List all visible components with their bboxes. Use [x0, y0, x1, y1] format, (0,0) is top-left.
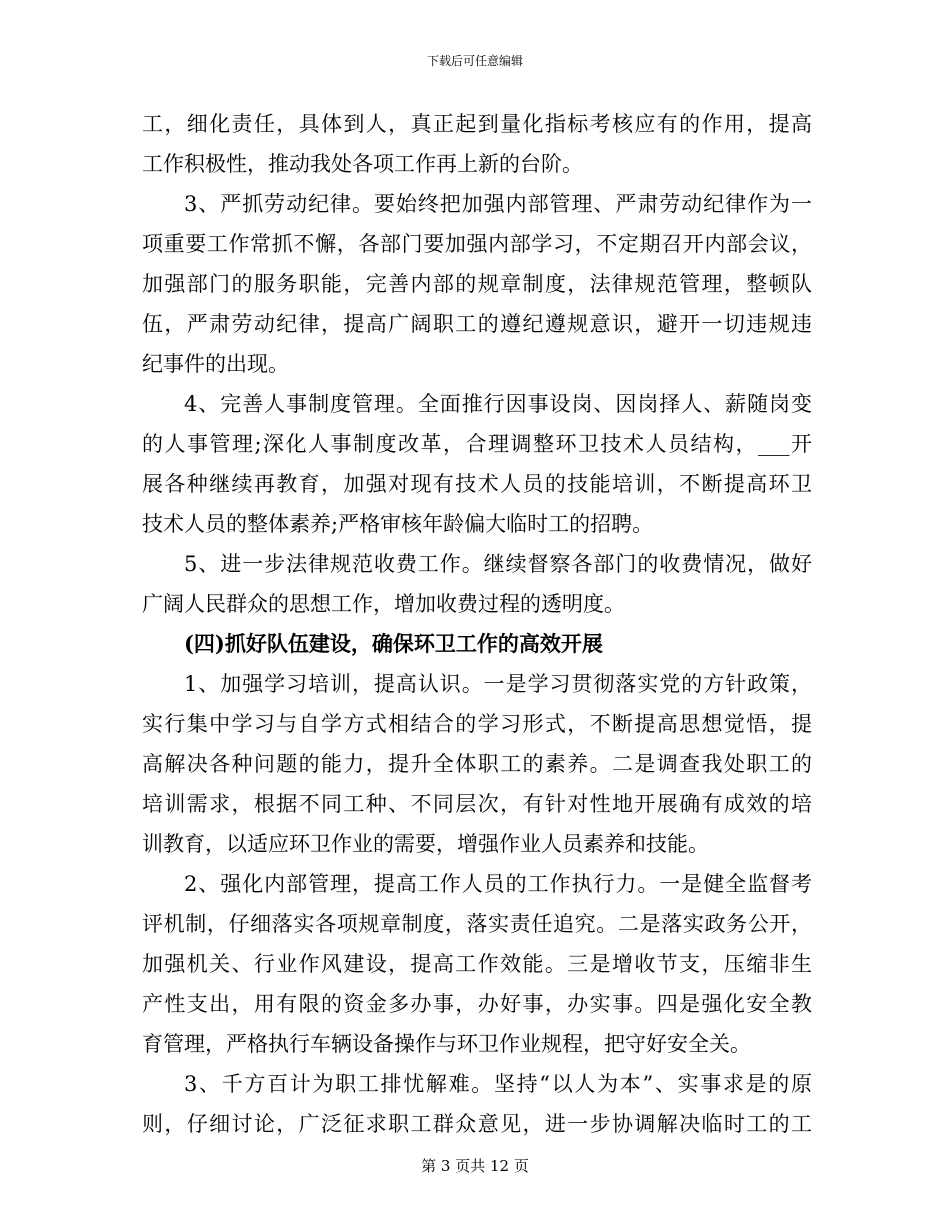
text-line: 纪事件的出现。: [142, 352, 289, 376]
text-line: 培训需求，根据不同工种、不同层次，有针对性地开展确有成效的培: [142, 792, 812, 816]
text-line: 育管理，严格执行车辆设备操作与环卫作业规程，把守好安全关。: [142, 1032, 751, 1056]
text-line: 1、加强学习培训，提高认识。一是学习贯彻落实党的方针政策，: [184, 672, 812, 696]
text-line: 训教育，以适应环卫作业的需要，增强作业人员素养和技能。: [142, 832, 709, 856]
text-line: 评机制，仔细落实各项规章制度，落实责任追究。二是落实政务公开，: [142, 912, 812, 936]
text-line: 实行集中学习与自学方式相结合的学习形式，不断提高思想觉悟，提: [142, 712, 812, 736]
section-heading: (四)抓好队伍建设，确保环卫工作的高效开展: [184, 631, 603, 656]
text-line: 工，细化责任，具体到人，真正起到量化指标考核应有的作用，提高: [142, 112, 812, 136]
page-number: 第 3 页共 12 页: [421, 1157, 529, 1175]
text-line: 则，仔细讨论，广泛征求职工群众意见，进一步协调解决临时工的工: [142, 1112, 812, 1136]
text-line: 技术人员的整体素养;严格审核年龄偏大临时工的招聘。: [142, 512, 654, 536]
text-line: 展各种继续再教育，加强对现有技术人员的技能培训，不断提高环卫: [142, 472, 812, 496]
text-line: 广阔人民群众的思想工作，增加收费过程的透明度。: [142, 592, 625, 616]
page-header-note: 下载后可任意编辑: [426, 54, 523, 68]
text-line: 3、严抓劳动纪律。要始终把加强内部管理、严肃劳动纪律作为一: [184, 192, 812, 216]
text-line: 加强部门的服务职能，完善内部的规章制度，法律规范管理，整顿队: [142, 272, 812, 296]
text-line: 的人事管理;深化人事制度改革，合理调整环卫技术人员结构，___开: [142, 432, 812, 456]
text-line: 伍，严肃劳动纪律，提高广阔职工的遵纪遵规意识，避开一切违规违: [142, 312, 812, 336]
text-line: 3、千方百计为职工排忧解难。坚持“以人为本”、实事求是的原: [184, 1072, 812, 1096]
text-line: 4、完善人事制度管理。全面推行因事设岗、因岗择人、薪随岗变: [184, 392, 812, 416]
text-line: 项重要工作常抓不懈，各部门要加强内部学习，不定期召开内部会议，: [142, 232, 812, 256]
document-body: [142, 104, 812, 1144]
text-line: 工作积极性，推动我处各项工作再上新的台阶。: [142, 152, 583, 176]
text-line: 加强机关、行业作风建设，提高工作效能。三是增收节支，压缩非生: [142, 952, 812, 976]
text-line: 2、强化内部管理，提高工作人员的工作执行力。一是健全监督考: [184, 872, 812, 896]
text-line: 产性支出，用有限的资金多办事，办好事，办实事。四是强化安全教: [142, 992, 812, 1016]
text-line: 高解决各种问题的能力，提升全体职工的素养。二是调查我处职工的: [142, 752, 812, 776]
text-line: 5、进一步法律规范收费工作。继续督察各部门的收费情况，做好: [184, 552, 812, 576]
